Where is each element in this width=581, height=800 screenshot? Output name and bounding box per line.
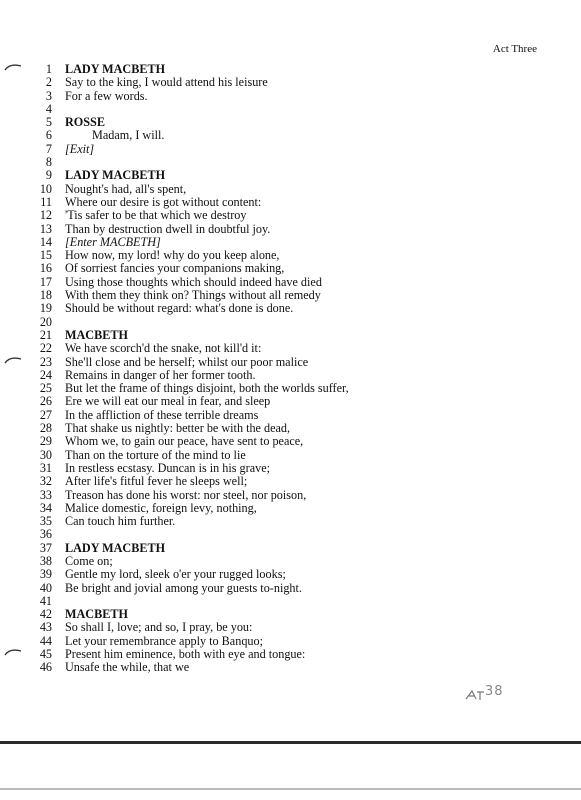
line-text: [Enter MACBETH] — [65, 234, 161, 249]
script-line — [0, 302, 581, 315]
line-number: 3 — [45, 88, 52, 103]
line-number: 26 — [39, 394, 52, 409]
line-number: 4 — [45, 101, 52, 116]
scan-edge — [0, 788, 581, 790]
binder-hole-mark — [4, 63, 22, 71]
script-line — [0, 356, 581, 369]
script-line — [0, 648, 581, 661]
line-number: 16 — [39, 261, 52, 276]
line-text: Madam, I will. — [92, 128, 165, 143]
line-number: 12 — [39, 208, 52, 223]
script-line — [0, 249, 581, 262]
line-number: 46 — [39, 660, 52, 675]
line-number: 7 — [45, 141, 52, 156]
script-line — [0, 183, 581, 196]
line-number: 36 — [39, 527, 52, 542]
script-line — [0, 262, 581, 275]
bottom-rule — [0, 741, 581, 744]
line-text: In restless ecstasy. Duncan is in his grave; — [65, 460, 270, 475]
script-line — [0, 502, 581, 515]
script-line — [0, 582, 581, 595]
script-line — [0, 568, 581, 581]
binder-hole-mark — [4, 648, 22, 656]
script-body — [0, 63, 581, 675]
line-number: 33 — [39, 487, 52, 502]
script-line — [0, 156, 581, 169]
line-number: 11 — [40, 194, 52, 209]
line-number: 45 — [39, 647, 52, 662]
line-text: Using those thoughts which should indeed have died — [65, 274, 322, 289]
line-text: How now, my lord! why do you keep alone, — [65, 248, 280, 263]
line-text: Where our desire is got without content: — [65, 194, 262, 209]
line-text: Of sorriest fancies your companions making, — [65, 261, 285, 276]
line-number: 30 — [39, 447, 52, 462]
line-number: 14 — [39, 234, 52, 249]
line-number: 39 — [39, 567, 52, 582]
speaker-name — [0, 63, 581, 76]
line-text: She'll close and be herself; whilst our poor malice — [65, 354, 309, 369]
stage-direction — [0, 143, 581, 156]
line-text: 'Tis safer to be that which we destroy — [65, 208, 247, 223]
line-number: 13 — [39, 221, 52, 236]
stage-direction — [0, 236, 581, 249]
script-line — [0, 76, 581, 89]
line-number: 24 — [39, 367, 52, 382]
script-line — [0, 449, 581, 462]
line-number: 25 — [39, 381, 52, 396]
line-number: 22 — [39, 341, 52, 356]
line-text: Whom we, to gain our peace, have sent to peace, — [65, 434, 304, 449]
script-line — [0, 223, 581, 236]
line-text: Treason has done his worst: nor steel, nor poison, — [65, 487, 307, 502]
line-text: Than by destruction dwell in doubtful joy. — [65, 221, 271, 236]
script-line — [0, 435, 581, 448]
line-number: 15 — [39, 248, 52, 263]
line-number: 41 — [39, 593, 52, 608]
handwritten-page-number: 38 — [485, 684, 504, 699]
script-line — [0, 621, 581, 634]
line-text: MACBETH — [65, 327, 128, 342]
line-text: ROSSE — [65, 115, 105, 130]
line-text: Say to the king, I would attend his leisure — [65, 75, 268, 90]
line-text: Unsafe the while, that we — [65, 660, 190, 675]
line-number: 20 — [39, 314, 52, 329]
script-line — [0, 90, 581, 103]
line-text: Gentle my lord, sleek o'er your rugged looks; — [65, 567, 286, 582]
line-number: 10 — [39, 181, 52, 196]
script-line — [0, 369, 581, 382]
line-text: Should be without regard: what's done is done. — [65, 301, 294, 316]
line-text: Be bright and jovial among your guests to-night. — [65, 580, 302, 595]
script-line — [0, 489, 581, 502]
line-text: LADY MACBETH — [65, 168, 166, 183]
script-line — [0, 635, 581, 648]
line-text: MACBETH — [65, 607, 128, 622]
script-line — [0, 595, 581, 608]
line-number: 40 — [39, 580, 52, 595]
line-number: 6 — [45, 128, 52, 143]
script-line — [0, 382, 581, 395]
line-text: Present him eminence, both with eye and tongue: — [65, 647, 306, 662]
line-number: 38 — [39, 553, 52, 568]
script-line — [0, 462, 581, 475]
line-text: We have scorch'd the snake, not kill'd it: — [65, 341, 262, 356]
line-text: LADY MACBETH — [65, 62, 166, 76]
binder-hole-mark — [4, 356, 22, 364]
line-text: So shall I, love; and so, I pray, be you: — [65, 620, 253, 635]
line-number: 35 — [39, 514, 52, 529]
speaker-name — [0, 116, 581, 129]
line-number: 17 — [39, 274, 52, 289]
line-number: 8 — [45, 155, 52, 170]
speaker-name — [0, 169, 581, 182]
script-line — [0, 342, 581, 355]
script-line — [0, 276, 581, 289]
script-line — [0, 555, 581, 568]
line-number: 18 — [39, 288, 52, 303]
line-number: 2 — [45, 75, 52, 90]
script-line — [0, 103, 581, 116]
line-text: But let the frame of things disjoint, both the worlds suffer, — [65, 381, 349, 396]
script-line — [0, 422, 581, 435]
line-text: For a few words. — [65, 88, 148, 103]
line-number: 1 — [45, 62, 52, 76]
speaker-name — [0, 608, 581, 621]
speaker-name — [0, 542, 581, 555]
act-label: Act Three — [492, 43, 537, 55]
line-text: Can touch him further. — [65, 514, 176, 529]
script-line — [0, 395, 581, 408]
line-number: 29 — [39, 434, 52, 449]
line-number: 34 — [39, 500, 52, 515]
line-text: Malice domestic, foreign levy, nothing, — [65, 500, 257, 515]
line-number: 37 — [39, 540, 52, 555]
line-text: Come on; — [65, 553, 113, 568]
line-text: Nought's had, all's spent, — [65, 181, 187, 196]
script-line — [0, 528, 581, 541]
line-number: 42 — [39, 607, 52, 622]
script-line — [0, 209, 581, 222]
script-line — [0, 289, 581, 302]
line-number: 28 — [39, 421, 52, 436]
line-text: That shake us nightly: better be with the dead, — [65, 421, 291, 436]
script-line — [0, 475, 581, 488]
script-line — [0, 129, 581, 142]
line-text: In the affliction of these terrible dreams — [65, 407, 259, 422]
script-line — [0, 316, 581, 329]
line-text: With them they think on? Things without all remedy — [65, 288, 321, 303]
line-number: 32 — [39, 474, 52, 489]
line-number: 27 — [39, 407, 52, 422]
line-number: 31 — [39, 460, 52, 475]
line-number: 9 — [45, 168, 52, 183]
line-number: 44 — [39, 633, 52, 648]
line-number: 23 — [39, 354, 52, 369]
script-line — [0, 409, 581, 422]
line-text: After life's fitful fever he sleeps well; — [65, 474, 248, 489]
line-text: [Exit] — [65, 141, 95, 156]
line-number: 21 — [39, 327, 52, 342]
line-text: Than on the torture of the mind to lie — [65, 447, 246, 462]
line-number: 5 — [45, 115, 52, 130]
line-text: LADY MACBETH — [65, 540, 166, 555]
script-line — [0, 196, 581, 209]
script-line — [0, 661, 581, 674]
line-number: 43 — [39, 620, 52, 635]
script-line — [0, 515, 581, 528]
line-text: Remains in danger of her former tooth. — [65, 367, 256, 382]
line-text: Ere we will eat our meal in fear, and sleep — [65, 394, 271, 409]
line-text: Let your remembrance apply to Banquo; — [65, 633, 263, 648]
speaker-name — [0, 329, 581, 342]
line-number: 19 — [39, 301, 52, 316]
